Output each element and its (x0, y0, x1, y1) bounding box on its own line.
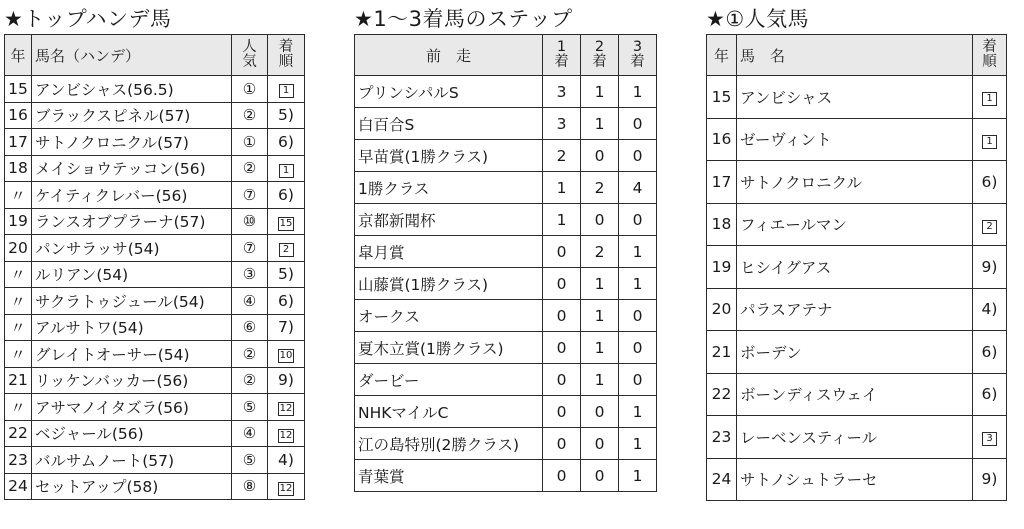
year-cell: 21 (707, 331, 737, 374)
previous-race-cell: NHKマイルC (355, 396, 543, 428)
boxed-finish: 2 (279, 243, 294, 257)
table-row (355, 332, 657, 364)
finish-cell: 6) (973, 331, 1007, 374)
table-row (707, 246, 1007, 289)
first-count-cell: 0 (543, 236, 581, 268)
finish-cell: 6) (973, 373, 1007, 416)
year-cell: 〃 (5, 341, 32, 368)
favorite-horse-table (706, 34, 1007, 501)
year-cell: 15 (5, 76, 32, 103)
boxed-finish: 12 (279, 403, 293, 415)
popularity-cell: ② (232, 367, 268, 394)
year-cell: 20 (5, 235, 32, 262)
table-row (707, 161, 1007, 204)
previous-race-cell: 皐月賞 (355, 236, 543, 268)
finish-cell: 7) (268, 314, 305, 341)
popularity-header: 人 気 (232, 35, 268, 76)
previous-race-cell: 1勝クラス (355, 172, 543, 204)
horse-handicap-cell: アンビシャス(56.5) (32, 76, 232, 103)
table-row (707, 458, 1007, 501)
horse-handicap-cell: パンサラッサ(54) (32, 235, 232, 262)
year-cell: 23 (707, 416, 737, 459)
table-row (5, 473, 305, 500)
table-header-row (707, 35, 1007, 76)
popularity-cell: ⑥ (232, 314, 268, 341)
finish-cell: 6) (268, 182, 305, 209)
popularity-cell: ⑤ (232, 394, 268, 421)
boxed-finish: 3 (982, 432, 997, 446)
second-count-cell: 0 (581, 460, 619, 492)
table-row (707, 331, 1007, 374)
table-row (5, 235, 305, 262)
popularity-cell: ③ (232, 261, 268, 288)
second-count-cell: 1 (581, 364, 619, 396)
horse-name-cell: サトノシュトラーセ (737, 458, 973, 501)
first-count-cell: 2 (543, 140, 581, 172)
third-count-cell: 4 (619, 172, 657, 204)
previous-race-cell: 早苗賞(1勝クラス) (355, 140, 543, 172)
horse-name-cell: アンビシャス (737, 76, 973, 119)
horse-handicap-cell: サトノクロニクル(57) (32, 129, 232, 156)
top-handicap-title: ★トップハンデ馬 (4, 7, 172, 31)
third-count-cell: 1 (619, 428, 657, 460)
horse-handicap-cell: アルサトワ(54) (32, 314, 232, 341)
table-header-row (355, 35, 657, 76)
third-count-cell: 1 (619, 76, 657, 108)
table-row (5, 182, 305, 209)
previous-race-cell: ダービー (355, 364, 543, 396)
horse-handicap-cell: ケイティクレバー(56) (32, 182, 232, 209)
third-count-cell: 0 (619, 140, 657, 172)
table-row (707, 203, 1007, 246)
table-row (5, 367, 305, 394)
year-cell: 23 (5, 447, 32, 474)
horse-handicap-cell: アサマノイタズラ(56) (32, 394, 232, 421)
horse-handicap-cell: バルサムノート(57) (32, 447, 232, 474)
second-count-cell: 1 (581, 332, 619, 364)
finish-header: 着 順 (973, 35, 1007, 76)
year-header: 年 (707, 35, 737, 76)
table-row (707, 118, 1007, 161)
previous-race-cell: 山藤賞(1勝クラス) (355, 268, 543, 300)
horse-name-cell: ゼーヴィント (737, 118, 973, 161)
horse-handicap-cell: ベジャール(56) (32, 420, 232, 447)
table-row (5, 288, 305, 315)
boxed-finish: 1 (982, 92, 997, 106)
table-row (5, 394, 305, 421)
popularity-cell: ④ (232, 420, 268, 447)
finish-cell: 5) (268, 261, 305, 288)
year-cell: 16 (707, 118, 737, 161)
third-count-cell: 0 (619, 108, 657, 140)
year-cell: 19 (5, 208, 32, 235)
table-row (5, 447, 305, 474)
third-count-cell: 0 (619, 204, 657, 236)
third-count-cell: 0 (619, 364, 657, 396)
year-cell: 21 (5, 367, 32, 394)
third-count-cell: 1 (619, 268, 657, 300)
third-count-cell: 1 (619, 236, 657, 268)
second-place-header: 2 着 (581, 35, 619, 76)
previous-race-cell: 白百合S (355, 108, 543, 140)
third-count-cell: 0 (619, 300, 657, 332)
boxed-finish: 12 (279, 482, 293, 494)
year-cell: 22 (5, 420, 32, 447)
year-cell: 17 (5, 129, 32, 156)
finish-cell: 4) (268, 447, 305, 474)
table-row (5, 76, 305, 103)
year-cell: 24 (5, 473, 32, 500)
finish-cell: 9) (268, 367, 305, 394)
top-handicap-table (4, 34, 305, 500)
second-count-cell: 1 (581, 300, 619, 332)
popularity-cell: ⑧ (232, 473, 268, 500)
favorite-horse-title: ★①人気馬 (706, 7, 810, 31)
previous-race-cell: プリンシパルS (355, 76, 543, 108)
horse-name-cell: ボーデン (737, 331, 973, 374)
popularity-cell: ⑩ (232, 208, 268, 235)
horse-name-cell: レーベンスティール (737, 416, 973, 459)
boxed-finish: 1 (279, 164, 294, 178)
horse-name-cell: フィエールマン (737, 203, 973, 246)
year-cell: 18 (5, 155, 32, 182)
popularity-cell: ① (232, 76, 268, 103)
table-row (355, 268, 657, 300)
year-cell: 20 (707, 288, 737, 331)
top-handicap-section (4, 0, 304, 500)
horse-name-cell: ボーンディスウェイ (737, 373, 973, 416)
year-cell: 〃 (5, 288, 32, 315)
finish-cell (268, 341, 305, 368)
year-cell: 〃 (5, 261, 32, 288)
horse-handicap-cell: グレイトオーサー(54) (32, 341, 232, 368)
table-row (355, 172, 657, 204)
table-header-row (5, 35, 305, 76)
horse-handicap-cell: ルリアン(54) (32, 261, 232, 288)
finish-cell: 6) (268, 129, 305, 156)
table-row (5, 208, 305, 235)
boxed-finish: 1 (279, 84, 294, 98)
table-row (5, 155, 305, 182)
popularity-cell: ⑦ (232, 182, 268, 209)
previous-race-header: 前 走 (355, 35, 543, 76)
popularity-cell: ④ (232, 288, 268, 315)
horse-handicap-cell: ブラックスピネル(57) (32, 102, 232, 129)
year-cell: 22 (707, 373, 737, 416)
finish-cell: 9) (973, 246, 1007, 289)
first-count-cell: 1 (543, 172, 581, 204)
horse-handicap-cell: リッケンバッカー(56) (32, 367, 232, 394)
first-place-header: 1 着 (543, 35, 581, 76)
second-count-cell: 1 (581, 268, 619, 300)
second-count-cell: 0 (581, 204, 619, 236)
favorite-horse-section (706, 0, 1006, 501)
previous-race-cell: 夏木立賞(1勝クラス) (355, 332, 543, 364)
year-cell: 16 (5, 102, 32, 129)
horse-name-cell: サトノクロニクル (737, 161, 973, 204)
horse-handicap-header: 馬名（ハンデ） (32, 35, 232, 76)
table-row (355, 204, 657, 236)
finish-cell: 6) (268, 288, 305, 315)
top3-steps-section (354, 0, 656, 492)
finish-cell (973, 416, 1007, 459)
year-cell: 〃 (5, 314, 32, 341)
horse-handicap-cell: メイショウテッコン(56) (32, 155, 232, 182)
previous-race-cell: オークス (355, 300, 543, 332)
first-count-cell: 0 (543, 396, 581, 428)
table-row (355, 140, 657, 172)
finish-cell: 6) (973, 161, 1007, 204)
horse-name-cell: パラスアテナ (737, 288, 973, 331)
popularity-cell: ⑤ (232, 447, 268, 474)
table-row (707, 288, 1007, 331)
table-row (355, 364, 657, 396)
second-count-cell: 1 (581, 76, 619, 108)
top3-steps-title: ★1〜3着馬のステップ (354, 7, 573, 31)
popularity-cell: ② (232, 155, 268, 182)
finish-cell (268, 420, 305, 447)
first-count-cell: 0 (543, 460, 581, 492)
previous-race-cell: 京都新聞杯 (355, 204, 543, 236)
top3-steps-table (354, 34, 657, 492)
year-cell: 〃 (5, 182, 32, 209)
first-count-cell: 0 (543, 364, 581, 396)
finish-cell (973, 76, 1007, 119)
second-count-cell: 2 (581, 236, 619, 268)
finish-cell (268, 208, 305, 235)
year-cell: 15 (707, 76, 737, 119)
table-row (355, 108, 657, 140)
finish-cell: 4) (973, 288, 1007, 331)
finish-cell (268, 155, 305, 182)
finish-header: 着 順 (268, 35, 305, 76)
horse-name-cell: ヒシイグアス (737, 246, 973, 289)
year-cell: 19 (707, 246, 737, 289)
finish-cell: 9) (973, 458, 1007, 501)
year-cell: 24 (707, 458, 737, 501)
table-row (5, 341, 305, 368)
finish-cell (973, 118, 1007, 161)
year-header: 年 (5, 35, 32, 76)
finish-cell (268, 235, 305, 262)
first-count-cell: 0 (543, 300, 581, 332)
boxed-finish: 1 (982, 135, 997, 149)
third-count-cell: 1 (619, 396, 657, 428)
popularity-cell: ② (232, 341, 268, 368)
popularity-cell: ① (232, 129, 268, 156)
finish-cell (268, 473, 305, 500)
table-row (355, 460, 657, 492)
first-count-cell: 0 (543, 332, 581, 364)
table-row (707, 416, 1007, 459)
second-count-cell: 0 (581, 396, 619, 428)
table-row (355, 428, 657, 460)
second-count-cell: 0 (581, 428, 619, 460)
first-count-cell: 0 (543, 428, 581, 460)
table-row (355, 76, 657, 108)
first-count-cell: 3 (543, 76, 581, 108)
boxed-finish: 2 (982, 220, 997, 234)
table-row (707, 373, 1007, 416)
favorite-horse-rows (707, 76, 1007, 501)
horse-handicap-cell: セットアップ(58) (32, 473, 232, 500)
year-cell: 〃 (5, 394, 32, 421)
first-count-cell: 1 (543, 204, 581, 236)
second-count-cell: 0 (581, 140, 619, 172)
table-row (355, 300, 657, 332)
boxed-finish: 12 (279, 429, 293, 441)
third-place-header: 3 着 (619, 35, 657, 76)
popularity-cell: ⑦ (232, 235, 268, 262)
finish-cell (268, 76, 305, 103)
finish-cell (973, 203, 1007, 246)
second-count-cell: 1 (581, 108, 619, 140)
boxed-finish: 15 (279, 217, 293, 229)
table-row (355, 396, 657, 428)
finish-cell: 5) (268, 102, 305, 129)
year-cell: 17 (707, 161, 737, 204)
horse-handicap-cell: サクラトゥジュール(54) (32, 288, 232, 315)
previous-race-cell: 江の島特別(2勝クラス) (355, 428, 543, 460)
third-count-cell: 0 (619, 332, 657, 364)
horse-name-header: 馬 名 (737, 35, 973, 76)
third-count-cell: 1 (619, 460, 657, 492)
table-row (707, 76, 1007, 119)
table-row (355, 236, 657, 268)
second-count-cell: 2 (581, 172, 619, 204)
popularity-cell: ② (232, 102, 268, 129)
horse-handicap-cell: ランスオブプラーナ(57) (32, 208, 232, 235)
first-count-cell: 3 (543, 108, 581, 140)
table-row (5, 314, 305, 341)
year-cell: 18 (707, 203, 737, 246)
finish-cell (268, 394, 305, 421)
top3-steps-rows (355, 76, 657, 492)
table-row (5, 420, 305, 447)
previous-race-cell: 青葉賞 (355, 460, 543, 492)
first-count-cell: 0 (543, 268, 581, 300)
table-row (5, 129, 305, 156)
boxed-finish: 10 (279, 350, 293, 362)
table-row (5, 261, 305, 288)
table-row (5, 102, 305, 129)
top-handicap-rows (5, 76, 305, 500)
